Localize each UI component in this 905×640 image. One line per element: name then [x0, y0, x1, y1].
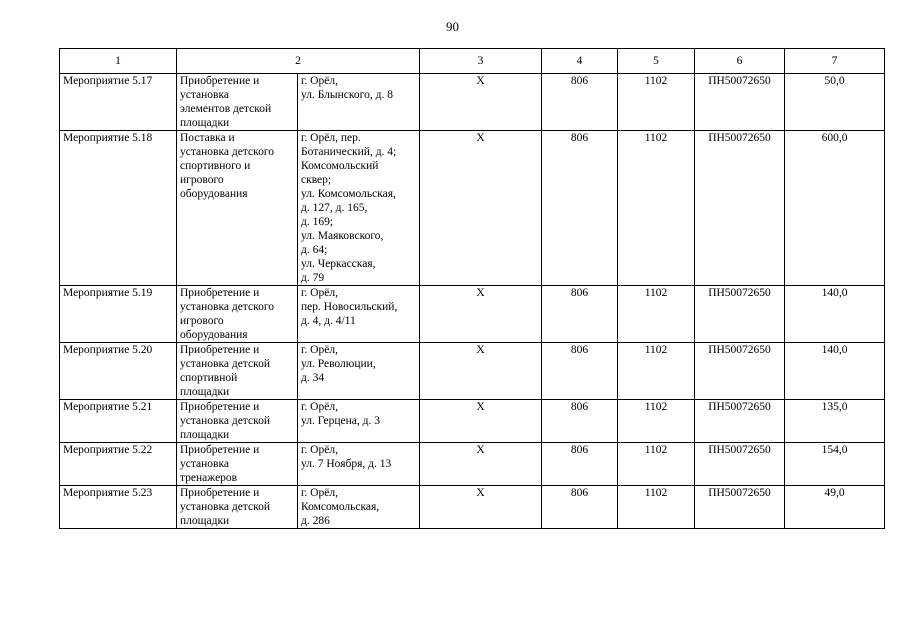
col3-cell: Х	[420, 443, 542, 486]
address-text: г. Орёл, пер. Ботанический, д. 4; Комсомольский сквер; ул. Комсомольская, д. 127, д. 165, д. 169; ул. Маяковского, д. 64; ул. Черкасская, д. 79	[301, 132, 397, 284]
header-cell-5: 5	[618, 49, 695, 74]
activity-cell	[60, 400, 177, 443]
address-text: г. Орёл, ул. Герцена, д. 3	[301, 401, 380, 427]
col3-cell: Х	[420, 400, 542, 443]
table-row	[60, 400, 885, 443]
address-text: г. Орёл, ул. Блынского, д. 8	[301, 75, 393, 101]
col5-cell: 1102	[618, 131, 695, 286]
header-cell-3: 3	[420, 49, 542, 74]
address-cell	[298, 74, 420, 131]
activity-cell	[60, 486, 177, 529]
description-cell	[177, 343, 298, 400]
header-cell-2: 2	[177, 49, 420, 74]
address-text: г. Орёл, пер. Новосильский, д. 4, д. 4/11	[301, 287, 398, 327]
page-number: 90	[446, 19, 459, 34]
col7-cell: 140,0	[785, 343, 885, 400]
address-cell	[298, 400, 420, 443]
description-text: Приобретение и установка детского игрового оборудования	[180, 287, 275, 341]
col6-cell: ПН50072650	[695, 131, 785, 286]
budget-table	[59, 48, 885, 529]
header-cell-4: 4	[542, 49, 618, 74]
table-header-row	[60, 49, 885, 74]
col5-cell: 1102	[618, 486, 695, 529]
description-text: Приобретение и установка детской площадки	[180, 401, 270, 441]
col4-cell: 806	[542, 443, 618, 486]
activity-text: Мероприятие 5.23	[63, 487, 153, 499]
col5-cell: 1102	[618, 74, 695, 131]
address-text: г. Орёл, ул. Революции, д. 34	[301, 344, 376, 384]
col4-cell: 806	[542, 131, 618, 286]
address-cell	[298, 131, 420, 286]
col4-cell: 806	[542, 74, 618, 131]
col7-cell: 50,0	[785, 74, 885, 131]
table-row	[60, 443, 885, 486]
description-text: Приобретение и установка элементов детской площадки	[180, 75, 272, 129]
col5-cell: 1102	[618, 400, 695, 443]
description-cell	[177, 74, 298, 131]
table-row	[60, 286, 885, 343]
header-cell-6: 6	[695, 49, 785, 74]
address-cell	[298, 286, 420, 343]
description-text: Приобретение и установка детской площадки	[180, 487, 270, 527]
activity-cell	[60, 74, 177, 131]
col5-cell: 1102	[618, 343, 695, 400]
activity-cell	[60, 131, 177, 286]
address-cell	[298, 343, 420, 400]
address-text: г. Орёл, ул. 7 Ноября, д. 13	[301, 444, 392, 470]
description-cell	[177, 400, 298, 443]
address-text: г. Орёл, Комсомольская, д. 286	[301, 487, 380, 527]
description-cell	[177, 286, 298, 343]
col3-cell: Х	[420, 343, 542, 400]
description-text: Поставка и установка детского спортивного и игрового оборудования	[180, 132, 275, 200]
activity-text: Мероприятие 5.22	[63, 444, 153, 456]
col6-cell: ПН50072650	[695, 443, 785, 486]
col6-cell: ПН50072650	[695, 343, 785, 400]
col4-cell: 806	[542, 343, 618, 400]
activity-text: Мероприятие 5.18	[63, 132, 153, 144]
col6-cell: ПН50072650	[695, 486, 785, 529]
table-row	[60, 343, 885, 400]
col6-cell: ПН50072650	[695, 286, 785, 343]
col7-cell: 49,0	[785, 486, 885, 529]
address-cell	[298, 443, 420, 486]
description-cell	[177, 486, 298, 529]
col5-cell: 1102	[618, 443, 695, 486]
col3-cell: Х	[420, 286, 542, 343]
activity-cell	[60, 343, 177, 400]
activity-cell	[60, 286, 177, 343]
activity-text: Мероприятие 5.21	[63, 401, 153, 413]
activity-text: Мероприятие 5.17	[63, 75, 153, 87]
table-row	[60, 486, 885, 529]
activity-text: Мероприятие 5.19	[63, 287, 153, 299]
address-cell	[298, 486, 420, 529]
table-row	[60, 131, 885, 286]
description-cell	[177, 443, 298, 486]
table-row	[60, 74, 885, 131]
col7-cell: 135,0	[785, 400, 885, 443]
col5-cell: 1102	[618, 286, 695, 343]
activity-cell	[60, 443, 177, 486]
col7-cell: 154,0	[785, 443, 885, 486]
col7-cell: 600,0	[785, 131, 885, 286]
description-text: Приобретение и установка детской спортивной площадки	[180, 344, 270, 398]
col4-cell: 806	[542, 400, 618, 443]
col4-cell: 806	[542, 486, 618, 529]
activity-text: Мероприятие 5.20	[63, 344, 153, 356]
col3-cell: Х	[420, 74, 542, 131]
col7-cell: 140,0	[785, 286, 885, 343]
col4-cell: 806	[542, 286, 618, 343]
col6-cell: ПН50072650	[695, 74, 785, 131]
description-cell	[177, 131, 298, 286]
col3-cell: Х	[420, 486, 542, 529]
col3-cell: Х	[420, 131, 542, 286]
col6-cell: ПН50072650	[695, 400, 785, 443]
header-cell-1: 1	[60, 49, 177, 74]
header-cell-7: 7	[785, 49, 885, 74]
description-text: Приобретение и установка тренажеров	[180, 444, 260, 484]
